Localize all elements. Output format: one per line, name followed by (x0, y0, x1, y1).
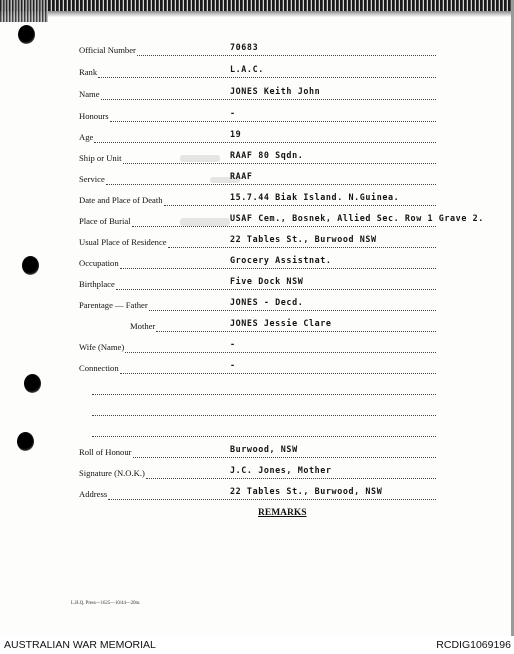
field-value: 70683 (230, 42, 259, 52)
form-row (0, 278, 514, 292)
dotted-leader (137, 46, 436, 56)
form-row (0, 194, 514, 208)
field-value: - (230, 360, 236, 370)
dotted-leader (120, 364, 436, 374)
field-label: Service (79, 174, 105, 184)
form-row (0, 299, 514, 313)
punch-hole (18, 25, 35, 44)
form-row (0, 257, 514, 271)
form-row (0, 110, 514, 124)
dotted-leader (92, 385, 436, 395)
form-row (0, 66, 514, 80)
dotted-leader (94, 133, 436, 143)
field-value: USAF Cem., Bosnek, Allied Sec. Row 1 Grave 2. (230, 213, 484, 223)
field-value: RAAF (230, 171, 253, 181)
field-value: J.C. Jones, Mother (230, 465, 332, 475)
form-row (0, 467, 514, 481)
field-value: Grocery Assistnat. (230, 255, 332, 265)
field-value: JONES Jessie Clare (230, 318, 332, 328)
form-row (0, 215, 514, 229)
field-value: 22 Tables St., Burwood, NSW (230, 486, 383, 496)
form-row (0, 152, 514, 166)
record-id: RCDIG1069196 (436, 639, 511, 651)
form-row (0, 131, 514, 145)
field-label: Parentage — Father (79, 300, 148, 310)
form-row (0, 173, 514, 187)
field-label: Name (79, 89, 100, 99)
form-row (0, 383, 514, 397)
form-row (0, 488, 514, 502)
field-label: Wife (Name) (79, 342, 125, 352)
dotted-leader (92, 427, 436, 437)
field-value: 22 Tables St., Burwood NSW (230, 234, 377, 244)
form-row (0, 320, 514, 334)
scan-corner-mark (0, 0, 48, 22)
field-label: Ship or Unit (79, 153, 122, 163)
form-row (0, 88, 514, 102)
field-label: Address (79, 489, 108, 499)
scan-top-edge (0, 0, 514, 11)
remarks-heading: REMARKS (258, 508, 307, 518)
field-label: Rank (79, 67, 98, 77)
form-row (0, 341, 514, 355)
field-value: Burwood, NSW (230, 444, 298, 454)
field-label: Roll of Honour (79, 447, 132, 457)
field-label: Usual Place of Residence (79, 237, 167, 247)
field-label: Connection (79, 363, 119, 373)
field-value: - (230, 108, 236, 118)
field-label: Age (79, 132, 94, 142)
field-value: - (230, 339, 236, 349)
form-row (0, 404, 514, 418)
form-row (0, 236, 514, 250)
field-value: Five Dock NSW (230, 276, 304, 286)
archive-footer (0, 636, 514, 654)
field-value: JONES Keith John (230, 86, 321, 96)
field-value: 15.7.44 Biak Island. N.Guinea. (230, 192, 400, 202)
field-value: 19 (230, 129, 242, 139)
dotted-leader (110, 112, 436, 122)
field-label: Mother (130, 321, 156, 331)
dotted-leader (106, 175, 436, 185)
field-label: Official Number (79, 45, 136, 55)
field-label: Occupation (79, 258, 119, 268)
field-label: Date and Place of Death (79, 195, 163, 205)
archive-name: AUSTRALIAN WAR MEMORIAL (4, 639, 156, 651)
printer-note: L.H.Q. Press—1625—10/44—20m. (71, 601, 141, 606)
dotted-leader (125, 343, 436, 353)
field-value: JONES - Decd. (230, 297, 304, 307)
field-label: Place of Burial (79, 216, 131, 226)
field-value: L.A.C. (230, 64, 264, 74)
form-row (0, 362, 514, 376)
form-row (0, 44, 514, 58)
dotted-leader (98, 68, 436, 78)
dotted-leader (92, 406, 436, 416)
field-label: Birthplace (79, 279, 115, 289)
form-row (0, 446, 514, 460)
field-label: Signature (N.O.K.) (79, 468, 145, 478)
field-value: RAAF 80 Sqdn. (230, 150, 304, 160)
form-row (0, 425, 514, 439)
field-label: Honours (79, 111, 109, 121)
